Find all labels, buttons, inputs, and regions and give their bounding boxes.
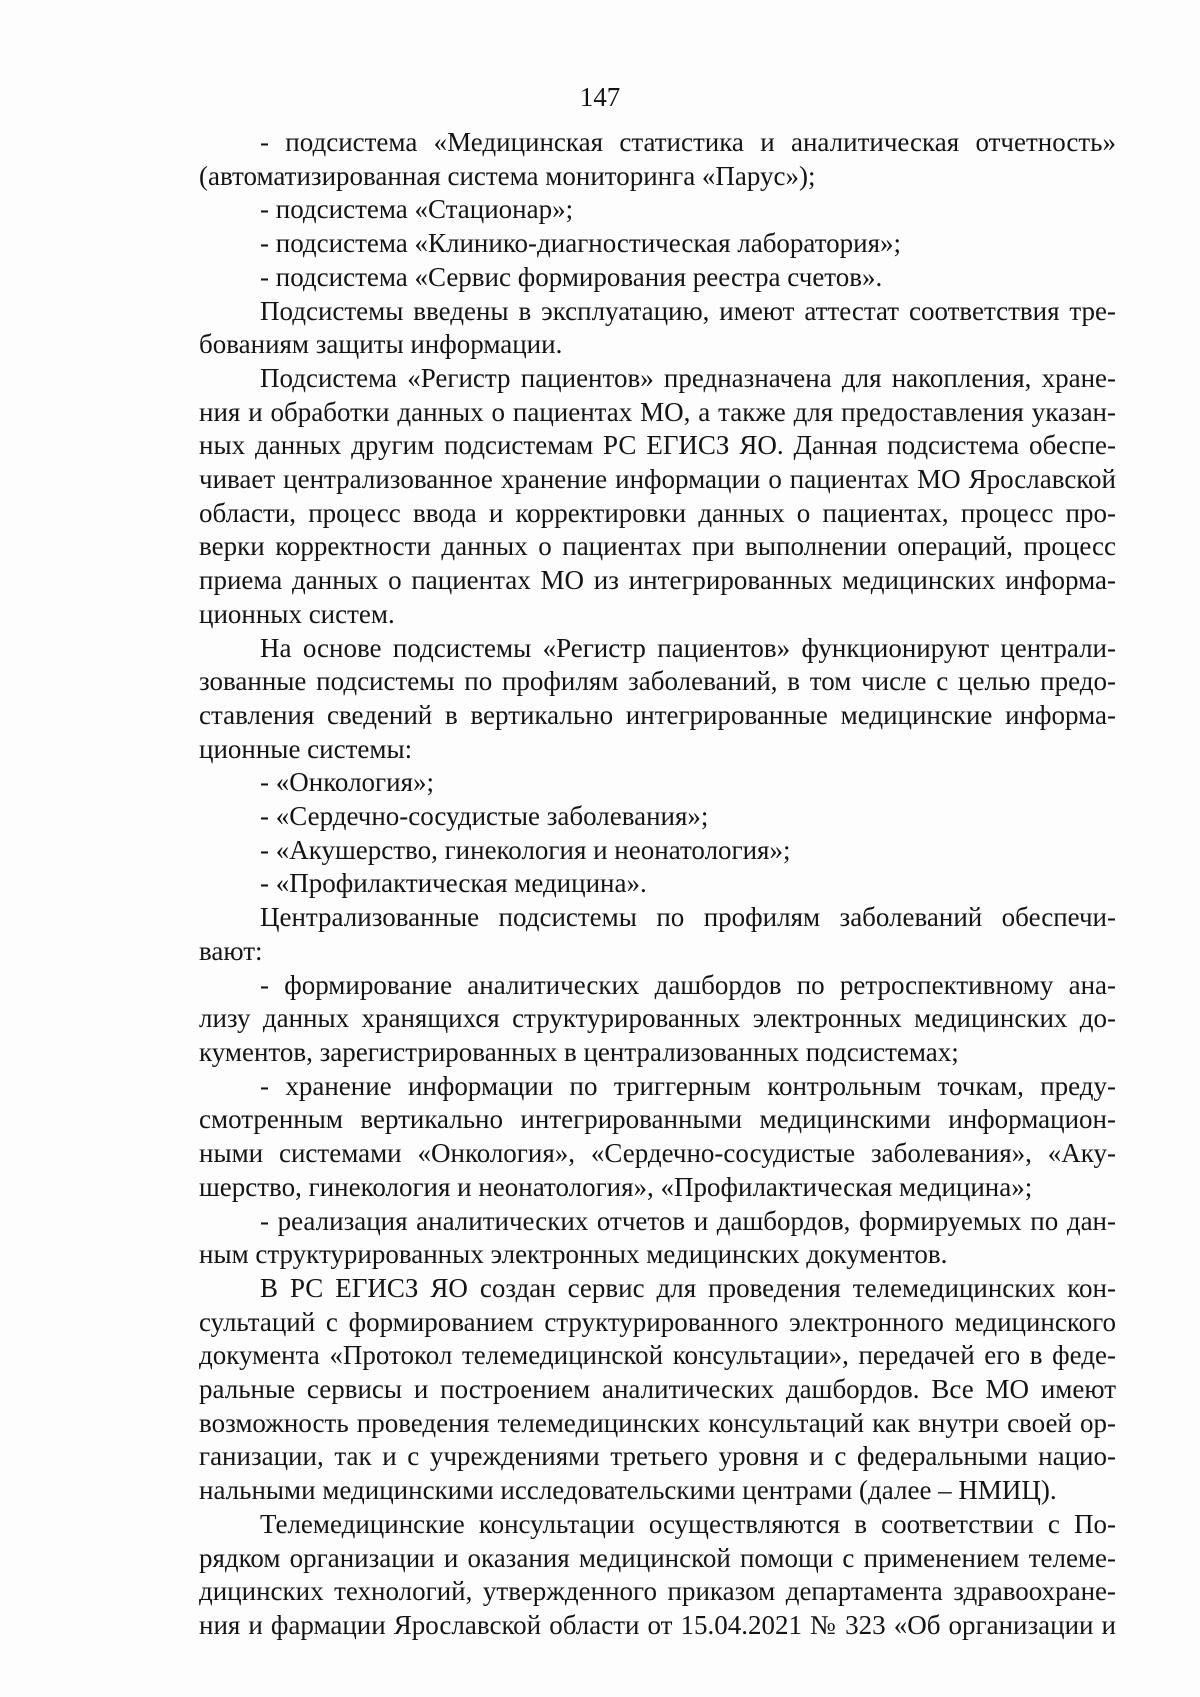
page-number: 147 bbox=[579, 82, 621, 112]
text-line: ральные сервисы и построением аналитических дашбордов. Все МО имеют bbox=[199, 1374, 1116, 1405]
text-line: области, процесс ввода и корректировки данных о пациентах, процесс про- bbox=[199, 497, 1116, 528]
text-line: верки корректности данных о пациентах при выполнении операций, процесс bbox=[199, 531, 1116, 562]
text-line: - «Онкология»; bbox=[260, 767, 434, 798]
text-line: сультаций с формированием структурированного электронного медицинского bbox=[199, 1306, 1116, 1337]
text-line: возможность проведения телемедицинских консультаций как внутри своей ор- bbox=[199, 1407, 1116, 1438]
text-line: чивает централизованное хранение информации о пациентах МО Ярославской bbox=[199, 464, 1116, 495]
text-line: Подсистема «Регистр пациентов» предназначена для накопления, хране- bbox=[260, 362, 1116, 393]
text-line: ционных систем. bbox=[199, 598, 395, 629]
text-line: В РС ЕГИСЗ ЯО создан сервис для проведения телемедицинских кон- bbox=[260, 1272, 1116, 1303]
text-line: приема данных о пациентах МО из интегрированных медицинских информа- bbox=[199, 565, 1116, 596]
text-line: ционные системы: bbox=[199, 733, 413, 764]
text-line: шерство, гинекология и неонатология», «Профилактическая медицина»; bbox=[199, 1171, 1033, 1202]
text-line: ния и обработки данных о пациентах МО, а также для предоставления указан- bbox=[199, 396, 1116, 427]
text-line: - «Сердечно-сосудистые заболевания»; bbox=[260, 801, 709, 832]
text-line: Подсистемы введены в эксплуатацию, имеют аттестат соответствия тре- bbox=[260, 295, 1116, 326]
text-line: - «Профилактическая медицина». bbox=[260, 868, 647, 899]
text-line: лизу данных хранящихся структурированных электронных медицинских до- bbox=[199, 1003, 1116, 1034]
text-line: вают: bbox=[199, 935, 263, 966]
text-line: - подсистема «Стационар»; bbox=[260, 194, 574, 225]
text-line: смотренным вертикально интегрированными медицинскими информацион- bbox=[199, 1104, 1116, 1135]
text-line: дицинских технологий, утвержденного приказом департамента здравоохране- bbox=[199, 1576, 1116, 1607]
text-line: ставления сведений в вертикально интегрированные медицинские информа- bbox=[199, 699, 1116, 730]
text-line: Телемедицинские консультации осуществляются в соответствии с По- bbox=[260, 1508, 1116, 1539]
text-line: ными системами «Онкология», «Сердечно-сосудистые заболевания», «Аку- bbox=[199, 1138, 1116, 1169]
text-line: нальными медицинскими исследовательскими центрами (далее – НМИЦ). bbox=[199, 1475, 1057, 1506]
text-line: ным структурированных электронных медицинских документов. bbox=[199, 1239, 948, 1270]
text-line: - реализация аналитических отчетов и дашбордов, формируемых по дан- bbox=[260, 1205, 1116, 1236]
text-line: - подсистема «Клинико-диагностическая лаборатория»; bbox=[260, 228, 902, 259]
text-line: - формирование аналитических дашбордов по ретроспективному ана- bbox=[260, 969, 1116, 1000]
text-line: На основе подсистемы «Регистр пациентов» функционируют централи- bbox=[260, 632, 1116, 663]
text-line: бованиям защиты информации. bbox=[199, 329, 563, 360]
document-body bbox=[199, 126, 1116, 1643]
text-line: рядком организации и оказания медицинской помощи с применением телеме- bbox=[199, 1542, 1116, 1573]
text-line: ганизации, так и с учреждениями третьего уровня и с федеральными нацио- bbox=[199, 1441, 1116, 1472]
text-line: Централизованные подсистемы по профилям заболеваний обеспечи- bbox=[260, 902, 1116, 933]
text-line: - подсистема «Медицинская статистика и аналитическая отчетность» bbox=[260, 127, 1116, 157]
text-line: зованные подсистемы по профилям заболеваний, в том числе с целью предо- bbox=[199, 666, 1116, 697]
text-line: ния и фармации Ярославской области от 15.04.2021 № 323 «Об организации и bbox=[199, 1609, 1116, 1640]
text-line: (автоматизированная система мониторинга «Парус»); bbox=[199, 160, 816, 191]
text-line: - подсистема «Сервис формирования реестра счетов». bbox=[260, 261, 883, 292]
text-line: ных данных другим подсистемам РС ЕГИСЗ ЯО. Данная подсистема обеспе- bbox=[199, 430, 1116, 461]
text-line: - хранение информации по триггерным контрольным точкам, преду- bbox=[260, 1070, 1116, 1101]
text-line: документа «Протокол телемедицинской консультации», передачей его в феде- bbox=[199, 1340, 1116, 1371]
text-line: - «Акушерство, гинекология и неонатология»; bbox=[260, 834, 791, 865]
text-line: кументов, зарегистрированных в централизованных подсистемах; bbox=[199, 1036, 959, 1067]
